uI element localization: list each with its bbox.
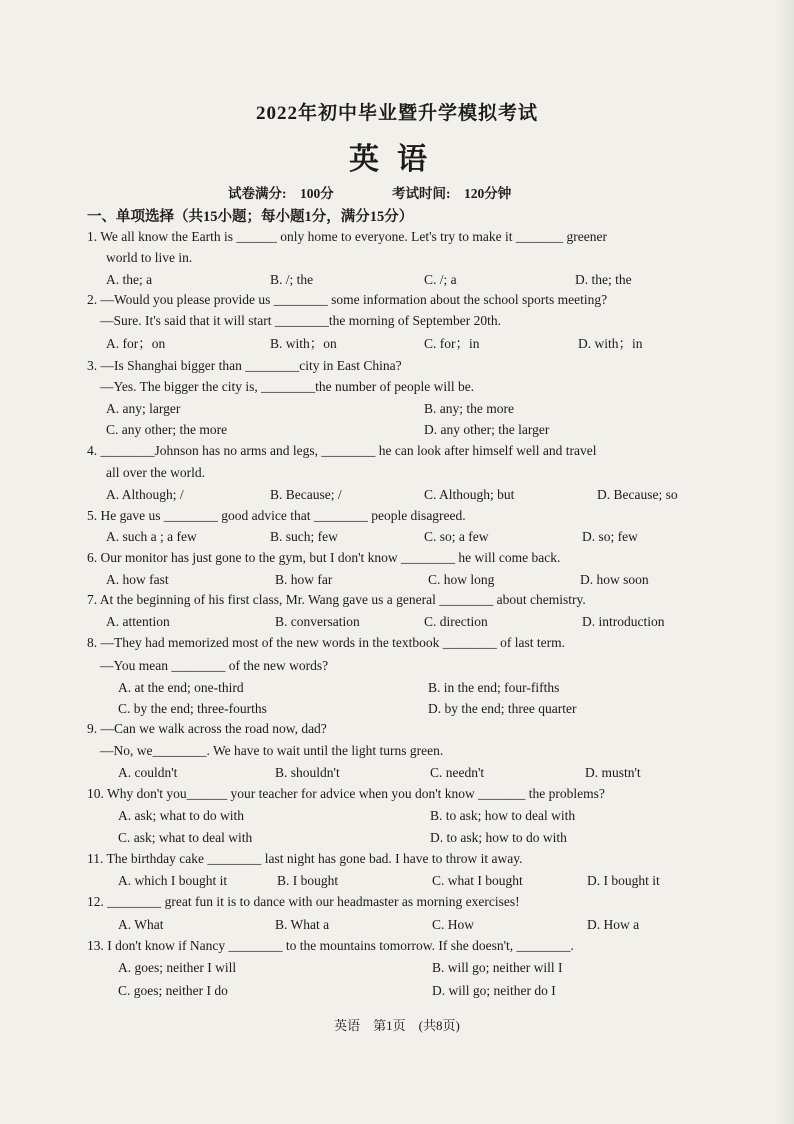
question-1-line-2: world to live in.: [106, 250, 193, 265]
option-7-b: B. conversation: [275, 614, 360, 629]
exam-time: 考试时间: 120分钟: [392, 186, 512, 201]
option-3-b: B. any; the more: [424, 401, 514, 416]
option-13-b: B. will go; neither will I: [432, 960, 563, 975]
option-1-d: D. the; the: [575, 272, 632, 287]
option-5-b: B. such; few: [270, 529, 338, 544]
option-11-b: B. I bought: [277, 873, 339, 888]
option-8-c: C. by the end; three-fourths: [118, 701, 267, 716]
option-12-c: C. How: [432, 917, 475, 932]
option-1-a: A. the; a: [106, 272, 153, 287]
option-8-a: A. at the end; one-third: [118, 680, 244, 695]
option-5-a: A. such a ; a few: [106, 529, 197, 544]
question-12-line-1: 12. ________ great fun it is to dance with our headmaster as morning exercises!: [87, 894, 520, 909]
option-6-b: B. how far: [275, 572, 333, 587]
question-9-line-1: 9. —Can we walk across the road now, dad?: [87, 721, 327, 736]
question-4-line-2: all over the world.: [106, 465, 205, 480]
question-1-line-1: 1. We all know the Earth is ______ only home to everyone. Let's try to make it _______ greener: [87, 229, 607, 244]
option-9-c: C. needn't: [430, 765, 485, 780]
option-3-a: A. any; larger: [106, 401, 181, 416]
question-10-line-1: 10. Why don't you______ your teacher for advice when you don't know _______ the problems?: [87, 786, 605, 801]
question-3-line-2: —Yes. The bigger the city is, ________the number of people will be.: [100, 379, 475, 394]
question-11-line-1: 11. The birthday cake ________ last night has gone bad. I have to throw it away.: [87, 851, 523, 866]
option-13-d: D. will go; neither do I: [432, 983, 556, 998]
exam-title: 2022年初中毕业暨升学模拟考试: [255, 103, 538, 124]
option-4-d: D. Because; so: [597, 487, 678, 502]
option-9-b: B. shouldn't: [275, 765, 340, 780]
question-8-line-2: —You mean ________ of the new words?: [100, 658, 329, 673]
option-10-b: B. to ask; how to deal with: [430, 808, 576, 823]
question-13-line-1: 13. I don't know if Nancy ________ to the mountains tomorrow. If she doesn't, ________.: [87, 938, 574, 953]
option-11-c: C. what I bought: [432, 873, 523, 888]
option-2-a: A. for；on: [106, 336, 166, 351]
question-2-line-2: —Sure. It's said that it will start ________the morning of September 20th.: [100, 313, 502, 328]
question-2-line-1: 2. —Would you please provide us ________ some information about the school sports meeting?: [87, 292, 608, 307]
option-3-d: D. any other; the larger: [424, 422, 550, 437]
option-12-d: D. How a: [587, 917, 640, 932]
option-9-d: D. mustn't: [585, 765, 641, 780]
option-10-c: C. ask; what to deal with: [118, 830, 253, 845]
option-13-c: C. goes; neither I do: [118, 983, 228, 998]
option-2-b: B. with；on: [270, 336, 337, 351]
option-12-b: B. What a: [275, 917, 330, 932]
page-footer: 英语 第1页 (共8页): [334, 1018, 460, 1033]
option-6-d: D. how soon: [580, 572, 649, 587]
option-2-d: D. with；in: [578, 336, 643, 351]
section-heading: 一、单项选择（共15小题；每小题1分，满分15分）: [87, 209, 414, 225]
option-6-a: A. how fast: [106, 572, 169, 587]
option-5-d: D. so; few: [582, 529, 638, 544]
option-11-d: D. I bought it: [587, 873, 660, 888]
option-11-a: A. which I bought it: [118, 873, 228, 888]
option-4-b: B. Because; /: [270, 487, 342, 502]
question-4-line-1: 4. ________Johnson has no arms and legs, ________ he can look after himself well and travel: [87, 443, 597, 458]
option-1-c: C. /; a: [424, 272, 457, 287]
subject-title: 英语: [349, 143, 445, 176]
option-7-a: A. attention: [106, 614, 170, 629]
option-8-d: D. by the end; three quarter: [428, 701, 577, 716]
option-6-c: C. how long: [428, 572, 495, 587]
option-7-d: D. introduction: [582, 614, 665, 629]
question-9-line-2: —No, we________. We have to wait until the light turns green.: [100, 743, 444, 758]
question-6-line-1: 6. Our monitor has just gone to the gym, but I don't know ________ he will come back.: [87, 550, 561, 565]
option-9-a: A. couldn't: [118, 765, 178, 780]
option-7-c: C. direction: [424, 614, 488, 629]
option-12-a: A. What: [118, 917, 164, 932]
option-1-b: B. /; the: [270, 272, 314, 287]
question-5-line-1: 5. He gave us ________ good advice that ________ people disagreed.: [87, 508, 466, 523]
option-3-c: C. any other; the more: [106, 422, 228, 437]
option-4-a: A. Although; /: [106, 487, 184, 502]
option-4-c: C. Although; but: [424, 487, 515, 502]
full-score: 试卷满分: 100分: [228, 186, 334, 201]
question-7-line-1: 7. At the beginning of his first class, Mr. Wang gave us a general ________ about chemistry.: [87, 592, 586, 607]
option-10-d: D. to ask; how to do with: [430, 830, 567, 845]
option-13-a: A. goes; neither I will: [118, 960, 237, 975]
option-2-c: C. for；in: [424, 336, 480, 351]
question-8-line-1: 8. —They had memorized most of the new words in the textbook ________ of last term.: [87, 635, 566, 650]
question-3-line-1: 3. —Is Shanghai bigger than ________city in East China?: [87, 358, 402, 373]
option-8-b: B. in the end; four-fifths: [428, 680, 560, 695]
option-10-a: A. ask; what to do with: [118, 808, 244, 823]
option-5-c: C. so; a few: [424, 529, 489, 544]
